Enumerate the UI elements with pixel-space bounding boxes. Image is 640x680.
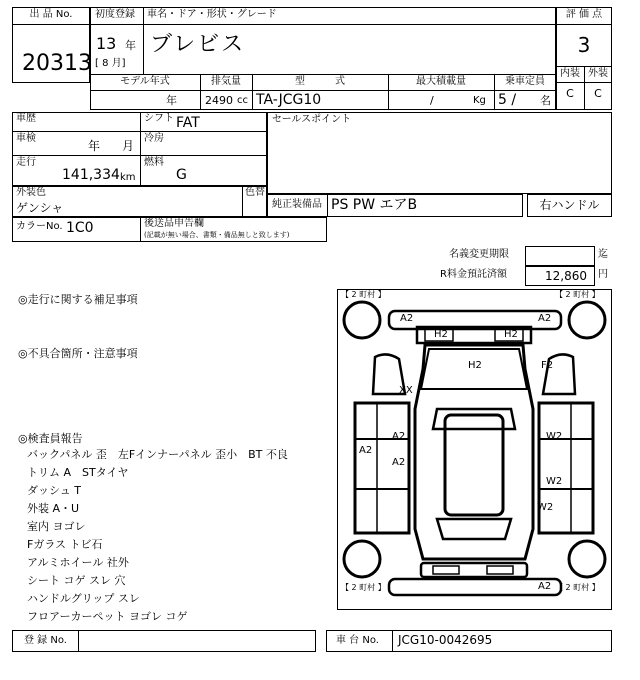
recycle-unit: 円 [598, 269, 608, 280]
defect-notes-title: ◎不具合箇所・注意事項 [18, 347, 138, 360]
displacement-label: 排気量 [211, 76, 241, 87]
shift-label: シフト [144, 113, 174, 124]
car-info-box [90, 7, 556, 110]
inspection-year-unit: 年 [88, 139, 101, 153]
inspector-line: 外装 A・U [27, 502, 80, 515]
name-change-box [525, 246, 595, 266]
inspector-report-title: ◎検査員報告 [18, 432, 83, 445]
driving-notes-title: ◎走行に関する補足事項 [18, 293, 138, 306]
interior-grade-label: 内装 [560, 68, 580, 79]
mark-front-left: A2 [400, 313, 414, 324]
mark-xx: XX [399, 385, 413, 396]
lot-number: 20313 [22, 51, 92, 76]
aircon-label: 冷房 [144, 133, 164, 144]
equipment-value: PS PW エアB [331, 197, 418, 213]
mark-rear-bumper: A2 [538, 581, 552, 592]
body-outline [415, 345, 533, 559]
corner-label-bottom-right: 【 2 町村 】 [555, 583, 600, 592]
post-docs-label: 後送品申告欄 [144, 218, 204, 229]
corner-label-top-right: 【 2 町村 】 [555, 290, 600, 299]
year-unit: 年 [125, 39, 136, 52]
inspector-line: トリム A STタイヤ [27, 466, 129, 479]
model-year-label: モデル年式 [120, 76, 170, 87]
wheel-front-right [569, 302, 605, 338]
type-label: 型 式 [295, 76, 345, 87]
color-number-value: 1C0 [66, 220, 94, 236]
model-year-value: 年 [166, 94, 177, 107]
first-registration-month: [ 8 月] [95, 58, 126, 69]
shift-value: FAT [176, 115, 200, 131]
chassis-number-label: 車 台 No. [336, 635, 379, 646]
mark-door-left-rear: A2 [392, 457, 406, 468]
inspection-label: 車検 [16, 133, 36, 144]
max-load-slash: / [430, 94, 434, 107]
recycle-label: R料金預託済額 [440, 269, 507, 280]
steering-value: 右ハンドル [539, 198, 600, 212]
mark-quarter-right: W2 [537, 502, 554, 513]
name-change-label: 名義変更期限 [449, 249, 509, 260]
max-load-label: 最大積載量 [416, 76, 466, 87]
inspector-line: シート コゲ スレ 穴 [27, 574, 126, 587]
mark-hood: H2 [468, 360, 482, 371]
name-change-unit: 迄 [598, 249, 608, 260]
inspector-line: アルミホイール 社外 [27, 556, 129, 569]
mileage-label: 走行 [16, 157, 36, 168]
mileage-value: 141,334 [62, 167, 120, 183]
inspector-line: Fガラス トビ石 [27, 538, 103, 551]
rear-window [437, 519, 511, 539]
car-name: ブレビス [150, 32, 246, 57]
rear-light-bar [421, 563, 527, 577]
mark-light-right: H2 [504, 329, 518, 340]
registration-number-label: 登 録 No. [24, 635, 67, 646]
lot-number-label: 出 品 No. [29, 9, 73, 20]
car-name-label: 車名・ドア・形状・グレード [147, 9, 277, 20]
mark-door-right-front: W2 [546, 431, 563, 442]
mark-light-left: H2 [434, 329, 448, 340]
post-docs-note: (記載が無い場合、書類・備品無しと致します) [144, 231, 290, 239]
equipment-label: 純正装備品 [272, 199, 322, 210]
recycle-value: 12,860 [545, 269, 587, 283]
displacement-unit: cc [237, 95, 248, 106]
inspector-line: 室内 ヨゴレ [27, 520, 86, 533]
car-outline-diagram [337, 289, 612, 610]
mark-door-left-outer: A2 [359, 445, 373, 456]
left-side-panels [355, 403, 409, 533]
wheel-rear-right [569, 541, 605, 577]
corner-label-bottom-left: 【 2 町村 】 [341, 583, 386, 592]
score-label: 評 価 点 [565, 9, 603, 20]
fuel-label: 燃料 [144, 157, 164, 168]
mileage-unit: km [120, 172, 136, 183]
exterior-grade-label: 外装 [588, 68, 608, 79]
mark-front-right: A2 [538, 313, 552, 324]
chassis-number-value: JCG10-0042695 [398, 633, 493, 647]
mark-door-right-rear: W2 [546, 476, 563, 487]
mark-fender-right: F2 [541, 360, 554, 371]
type-value: TA-JCG10 [256, 92, 322, 108]
inspector-line: ハンドルグリップ スレ [27, 592, 140, 605]
wheel-rear-left [344, 541, 380, 577]
first-registration-year: 13 [96, 34, 117, 53]
corner-label-top-left: 【 2 町村 】 [341, 290, 386, 299]
mark-door-left-front: A2 [392, 431, 406, 442]
score-value: 3 [577, 33, 591, 57]
capacity-unit: 名 [540, 94, 551, 107]
displacement-value: 2490 [205, 94, 233, 107]
first-registration-label: 初度登録 [95, 9, 135, 20]
color-number-label: カラーNo. [16, 221, 63, 232]
exterior-color-value: ゲンシャ [16, 201, 64, 215]
inspector-line: ダッシュ T [27, 484, 81, 497]
history-label: 車歴 [16, 113, 36, 124]
wheel-front-left [344, 302, 380, 338]
right-side-panels [539, 403, 593, 533]
exterior-grade: C [594, 87, 602, 100]
max-load-unit: Kg [473, 95, 486, 106]
color-change-label: 色替 [245, 187, 265, 198]
capacity-label: 乗車定員 [505, 76, 545, 87]
capacity-value: 5 / [498, 92, 517, 108]
inspector-line: バックパネル 歪 左Fインナーパネル 歪小 BT 不良 [27, 448, 288, 461]
sales-point-label: セールスポイント [272, 114, 352, 125]
inspector-line: フロアーカーペット ヨゴレ コゲ [27, 610, 188, 623]
rear-bumper [389, 579, 561, 595]
interior-grade: C [566, 87, 574, 100]
inspection-month-unit: 月 [122, 139, 135, 153]
fuel-value: G [176, 167, 187, 183]
exterior-color-label: 外装色 [16, 187, 46, 198]
